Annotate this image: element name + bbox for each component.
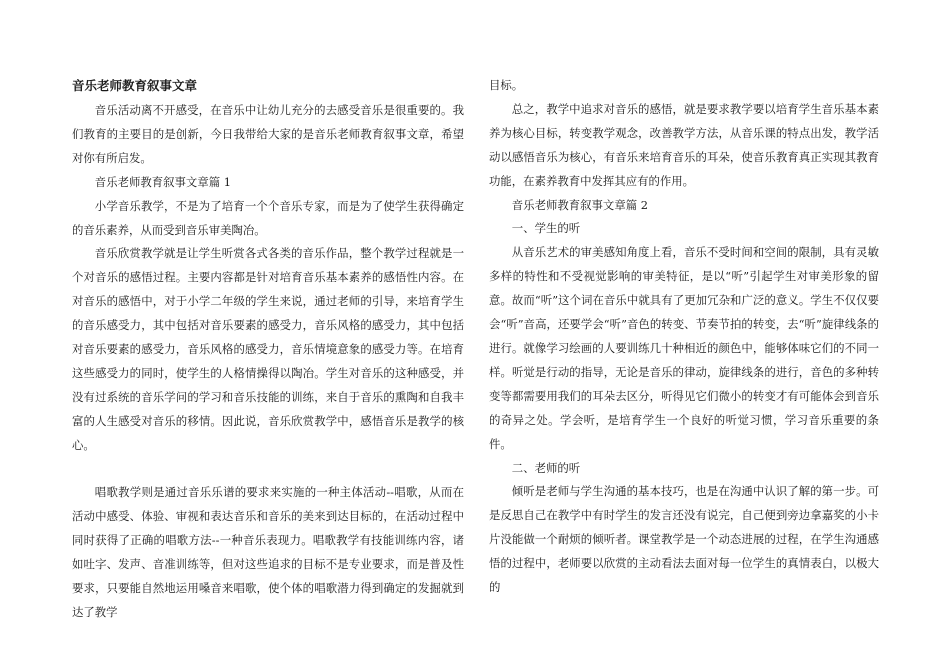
subheading-student-listening: 一、学生的听 <box>511 221 581 236</box>
blank-line <box>72 458 464 482</box>
body-paragraph: 音乐欣赏教学就是让学生听赏各式各类的音乐作品，整个教学过程就是一个对音乐的感悟过程。主要内容都是针对培育音乐基本素养的感悟性内容。在对音乐的感悟中，对于小学二年级的学生来说，通过老师的引导，来培育学生的音乐感受力，其中包括对音乐要素的感受力，音乐风格的感受力，其中包括对音乐要素的感受力，音乐风格的感受力，音乐情境意象的感受力等。在培育这些感受力的同时，使学生的人格情操得以陶冶。学生对音乐的这种感受，并没有过系统的音乐学问的学习和音乐技能的训练，来自于音乐的熏陶和自我丰富的人生感受对音乐的移情。因此说，音乐欣赏教学中，感悟音乐是教学的核心。 <box>72 246 464 452</box>
body-paragraph: 小学音乐教学，不是为了培育一个个音乐专家，而是为了使学生获得确定的音乐素养，从而受到音乐审美陶冶。 <box>72 198 464 237</box>
body-paragraph: 从音乐艺术的审美感知角度上看，音乐不受时间和空间的限制，具有灵敏多样的特性和不受视觉影响的审美特征，是以“听”引起学生对审美形象的留意。故而“听”这个词在音乐中就具有了更加冗杂和广泛的意义。学生不仅仅要会“听”音高，还要学会“听”音色的转变、节奏节拍的转变，去“听”旋律线条的进行。就像学习绘画的人要训练几十种相近的颜色中，能够体味它们的不同一样。听觉是行动的指导，无论是音乐的律动，旋律线条的进行，音色的多种转变等都需要用我们的耳朵去区分，听得见它们微小的转变才有可能体会到音乐的奇异之处。学会听，是培育学生一个良好的听觉习惯，学习音乐重要的条件。 <box>489 245 879 451</box>
article-title: 音乐老师教育叙事文章 <box>72 78 198 93</box>
body-paragraph: 唱歌教学则是通过音乐乐谱的要求来实施的一种主体活动--唱歌，从而在活动中感受、体验、审视和表达音乐和音乐的美来到达目标的，在活动过程中同时获得了正确的唱歌方法--一种音乐表现力。唱歌教学有技能训练内容，诸如吐字、发声、音准训练等，但对这些追求的目标不是专业要求，而是普及性要求，只要能自然地运用嗓音来唱歌，使个体的唱歌潜力得到确定的发掘就到达了教学 <box>72 485 464 620</box>
right-column <box>489 74 879 600</box>
left-column <box>72 76 464 625</box>
body-paragraph-continued: 目标。 <box>489 78 524 92</box>
section-heading-1: 音乐老师教育叙事文章篇 1 <box>94 174 231 189</box>
section-heading-2: 音乐老师教育叙事文章篇 2 <box>511 197 648 212</box>
body-paragraph: 倾听是老师与学生沟通的基本技巧，也是在沟通中认识了解的第一步。可是反思自己在教学中有时学生的发言还没有说完，自己便到旁边拿嘉奖的小卡片没能做一个耐烦的倾听者。课堂教学是一个动态进展的过程，在学生沟通感悟的过程中，老师要以欣赏的主动看法去面对每一位学生的真情表白，以极大的 <box>489 484 879 595</box>
body-paragraph: 总之，教学中追求对音乐的感悟，就是要求教学要以培育学生音乐基本素养为核心目标，转变教学观念，改善教学方法，从音乐课的特点出发，教学活动以感悟音乐为核心，有音乐来培育音乐的耳朵，使音乐教育真正实现其教育功能，在素养教育中发挥其应有的作用。 <box>489 101 879 188</box>
intro-paragraph: 音乐活动离不开感受，在音乐中让幼儿充分的去感受音乐是很重要的。我们教育的主要目的是创新，今日我带给大家的是音乐老师教育叙事文章，希望对你有所启发。 <box>72 103 464 165</box>
subheading-teacher-listening: 二、老师的听 <box>511 460 581 475</box>
